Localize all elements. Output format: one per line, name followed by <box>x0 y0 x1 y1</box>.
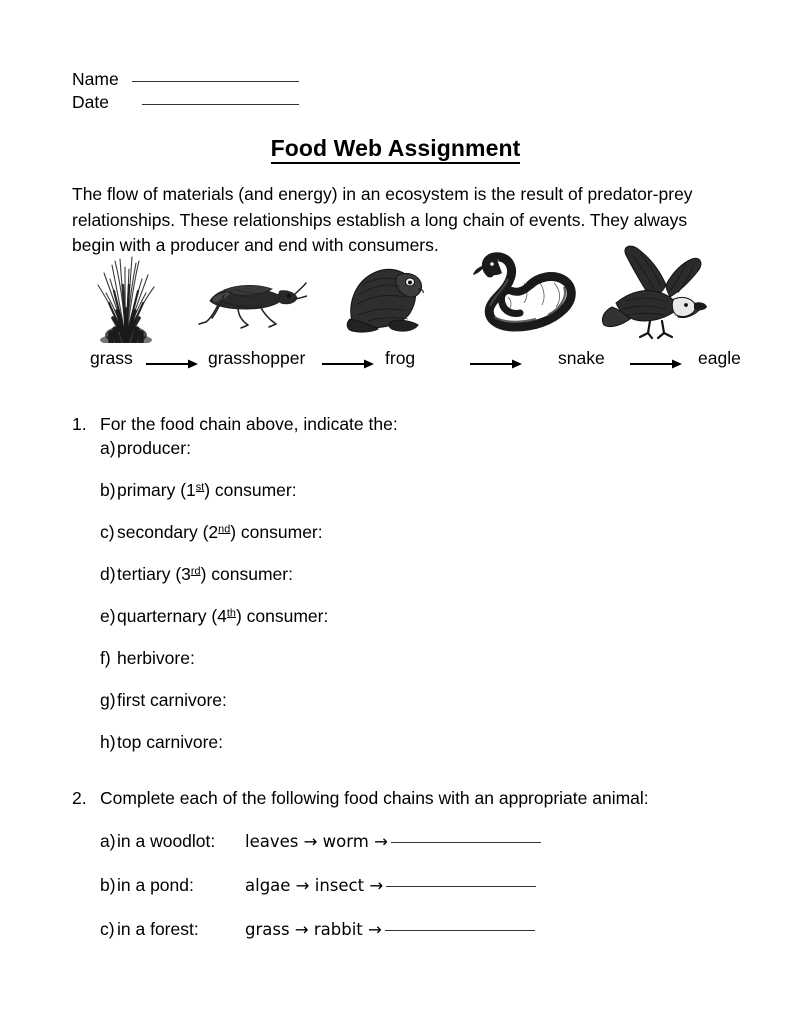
habitat-label-woodlot: in a woodlot: <box>117 831 216 851</box>
chain-label-frog: frog <box>385 348 416 368</box>
item-marker-2a: a) <box>100 831 116 851</box>
eagle-illustration <box>596 241 708 341</box>
habitat-label-forest: in a forest: <box>117 919 199 939</box>
question-1-item-f <box>100 646 398 670</box>
item-marker-e: e) <box>100 606 116 626</box>
chain-label-grass: grass <box>90 348 133 368</box>
chain-label-eagle: eagle <box>698 348 741 368</box>
item-text-d-tail: ) consumer: <box>200 564 293 584</box>
name-blank-line[interactable] <box>132 81 299 82</box>
item-sup-c: nd <box>218 523 231 536</box>
question-2-prompt-row <box>72 786 649 810</box>
item-sup-d: rd <box>190 565 201 578</box>
grass-illustration <box>84 251 168 343</box>
student-info-header <box>72 68 299 114</box>
item-text-g: first carnivore: <box>117 690 227 710</box>
question-1-item-g <box>100 688 398 712</box>
chain-arrow-1 <box>146 359 198 369</box>
item-sup-b: st <box>195 481 205 494</box>
item-text-c <box>117 520 323 544</box>
question-1 <box>72 412 398 754</box>
item-text-e-tail: ) consumer: <box>235 606 329 626</box>
chain-text-woodlot: leaves → worm → <box>245 832 388 851</box>
item-marker-2b: b) <box>100 875 116 895</box>
page-title <box>0 135 791 162</box>
food-chain-illustrations <box>72 240 727 345</box>
question-1-item-a <box>100 436 398 460</box>
item-text-a: producer: <box>117 438 191 458</box>
question-2-item-a <box>100 829 649 854</box>
item-marker-d: d) <box>100 564 116 584</box>
item-text-b <box>117 478 297 502</box>
chain-text-forest: grass → rabbit → <box>245 920 382 939</box>
chain-arrow-4 <box>630 359 682 369</box>
food-chain-labels <box>72 348 741 376</box>
question-2-prompt: Complete each of the following food chains with an appropriate animal: <box>100 788 649 808</box>
item-marker-b: b) <box>100 480 116 500</box>
item-text-d <box>117 562 293 586</box>
question-2-item-b <box>100 873 649 898</box>
question-1-item-d <box>100 562 398 586</box>
item-text-b-lead: primary (1 <box>117 480 196 500</box>
page-title-text: Food Web Assignment <box>271 135 521 164</box>
item-text-f: herbivore: <box>117 648 195 668</box>
item-marker-c: c) <box>100 522 115 542</box>
chain-label-snake: snake <box>558 348 605 368</box>
answer-blank-forest[interactable] <box>385 930 535 931</box>
date-label: Date <box>72 92 109 112</box>
answer-blank-woodlot[interactable] <box>391 842 541 843</box>
question-2 <box>72 786 649 942</box>
item-marker-a: a) <box>100 438 116 458</box>
item-marker-2c: c) <box>100 919 115 939</box>
question-2-number: 2. <box>72 788 87 808</box>
question-1-number: 1. <box>72 414 87 434</box>
chain-label-grasshopper: grasshopper <box>208 348 306 368</box>
grasshopper-illustration <box>194 265 307 331</box>
item-text-c-tail: ) consumer: <box>230 522 323 542</box>
item-marker-g: g) <box>100 690 116 710</box>
date-blank-line[interactable] <box>142 104 299 105</box>
snake-illustration <box>468 249 586 333</box>
habitat-label-pond: in a pond: <box>117 875 194 895</box>
question-1-item-b <box>100 478 398 502</box>
question-1-item-c <box>100 520 398 544</box>
item-marker-f: f) <box>100 648 111 668</box>
question-1-item-e <box>100 604 398 628</box>
item-marker-h: h) <box>100 732 116 752</box>
question-2-item-c <box>100 917 649 942</box>
item-text-d-lead: tertiary (3 <box>117 564 191 584</box>
question-1-prompt: For the food chain above, indicate the: <box>100 414 398 434</box>
item-text-c-lead: secondary (2 <box>117 522 219 542</box>
item-text-b-tail: ) consumer: <box>204 480 297 500</box>
item-text-e <box>117 604 328 628</box>
question-1-prompt-row <box>72 412 398 436</box>
item-text-e-lead: quarternary (4 <box>117 606 227 626</box>
frog-illustration <box>338 255 428 337</box>
chain-text-pond: algae → insect → <box>245 876 384 895</box>
item-sup-e: th <box>226 607 236 620</box>
intro-paragraph: The flow of materials (and energy) in an ecosystem is the result of predator-prey relationships. These relationships establish a long chain of events. They always begin with a producer and end with consumers. <box>72 184 693 255</box>
name-label: Name <box>72 69 119 89</box>
date-field-row <box>72 91 299 114</box>
question-1-item-h <box>100 730 398 754</box>
item-text-h: top carnivore: <box>117 732 224 752</box>
answer-blank-pond[interactable] <box>386 886 536 887</box>
name-field-row <box>72 68 299 91</box>
chain-arrow-2 <box>322 359 374 369</box>
chain-arrow-3 <box>470 359 522 369</box>
